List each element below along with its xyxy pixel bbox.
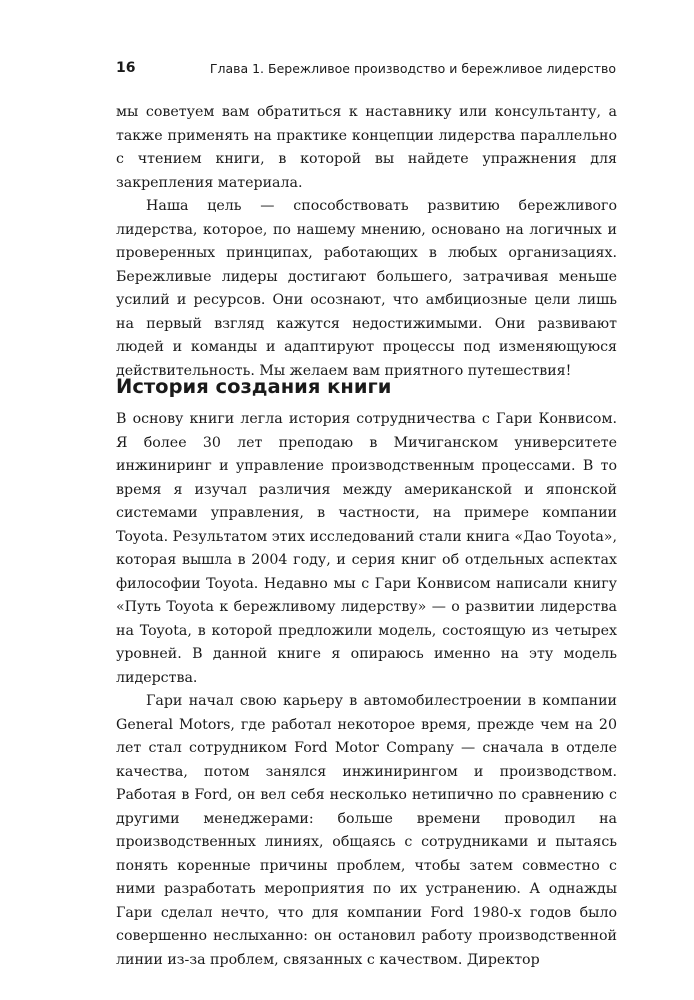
running-head: Глава 1. Бережливое производство и бережливое лидерство	[209, 61, 616, 76]
intro-text	[116, 101, 617, 383]
section-title: История создания книги	[116, 375, 392, 398]
page-header	[116, 60, 616, 80]
section-text	[116, 408, 617, 972]
paragraph: В основу книги легла история сотрудничества с Гари Конвисом. Я более 30 лет преподаю в Мичиганском университете инжиниринг и управление производственным процессами. В то время я изучал различия между американской и японской системами управления, в частности, на примере компании Toyota. Результатом этих исследований стали книга «Дао Toyota», которая вышла в 2004 году, и серия книг об отдельных аспектах философии Toyota. Недавно мы с Гари Конвисом написали книгу «Путь Toyota к бережливому лидерству» — о развитии лидерства на Toyota, в которой предложили модель, состоящую из четырех уровней. В данной книге я опираюсь именно на эту модель лидерства.	[116, 411, 617, 686]
paragraph: Гари начал свою карьеру в автомобилестроении в компании General Motors, где работал некоторое время, прежде чем на 20 лет стал сотрудником Ford Motor Company — сначала в отделе качества, потом занялся инжинирингом и производством. Работая в Ford, он вел себя несколько нетипично по сравнению с другими менеджерами: больше времени проводил на производственных линиях, общаясь с сотрудниками и пытаясь понять коренные причины проблем, чтобы затем совместно с ними разработать мероприятия по их устранению. А однажды Гари сделал нечто, что для компании Ford 1980-х годов было совершенно неслыханно: он остановил работу производственной линии из-за проблем, связанных с качеством. Директор	[116, 693, 617, 968]
paragraph: Наша цель — способствовать развитию бережливого лидерства, которое, по нашему мнению, основано на логичных и проверенных принципах, работающих в любых организациях. Бережливые лидеры достигают большего, затрачивая меньше усилий и ресурсов. Они осознают, что амбициозные цели лишь на первый взгляд кажутся недостижимыми. Они развивают людей и команды и адаптируют процессы под изменяющуюся действительность. Мы желаем вам приятного путешествия!	[116, 198, 617, 379]
page-number: 16	[116, 60, 136, 76]
paragraph: мы советуем вам обратиться к наставнику или консультанту, а также применять на практике концепции лидерства параллельно с чтением книги, в которой вы найдете упражнения для закрепления материала.	[116, 104, 617, 191]
